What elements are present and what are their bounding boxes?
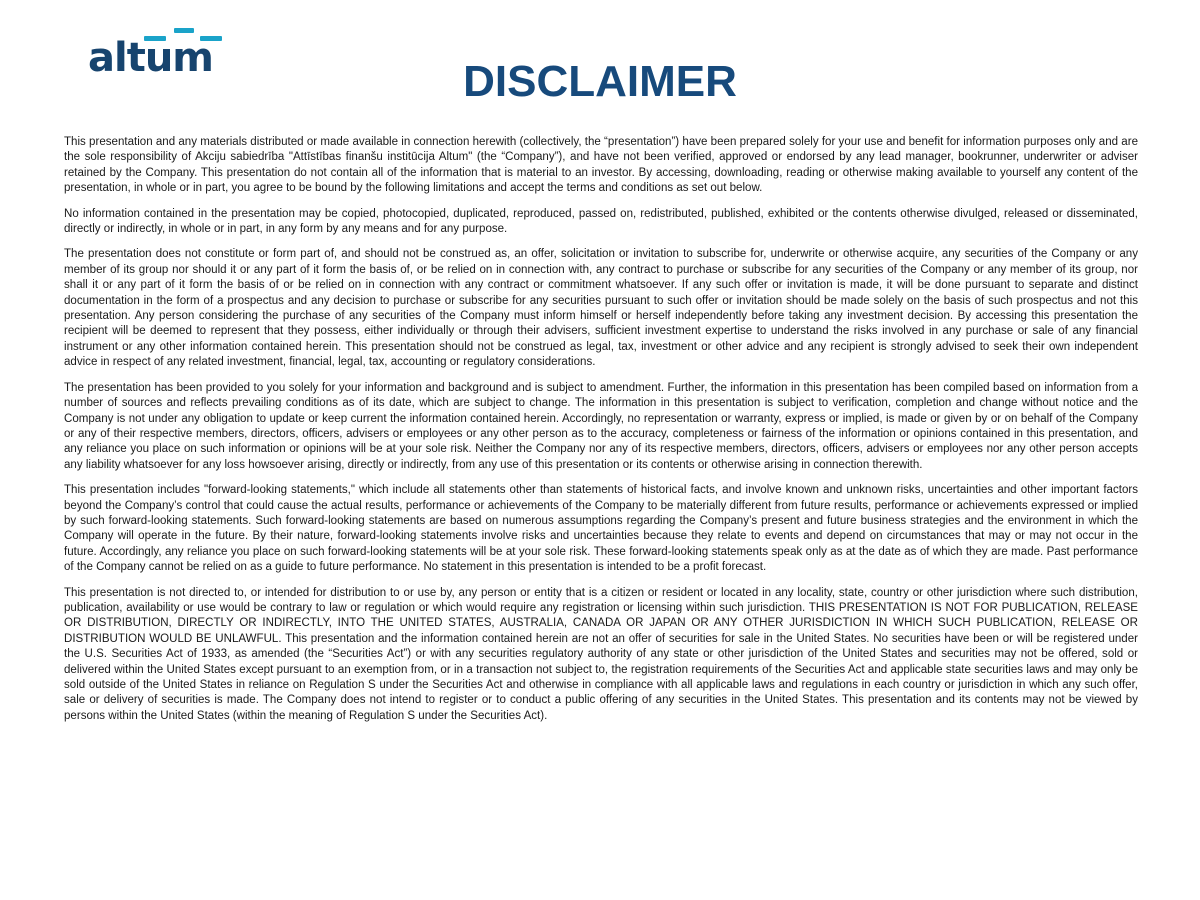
disclaimer-paragraph-4: The presentation has been provided to you solely for your information and background and is subject to amendment. Further, the information in this presentation has been compiled based on information from a number of sources and reflects prevailing conditions as of its date, which are subject to change. The information in this presentation is subject to verification, completion and change without notice and the Company is not under any obligation to update or keep current the information contained herein. Accordingly, no representation or warranty, express or implied, is made or given by or on behalf of the Company or any of their respective members, directors, officers, advisers or employees or any other person as to the accuracy, completeness or fairness of the information or opinions contained in this presentation, and any reliance you place on such information or opinions will be at your sole risk. Neither the Company nor any of its respective members, directors, officers, advisers or employees nor any other person accepts any liability whatsoever for any loss howsoever arising, directly or indirectly, from any use of this presentation or its contents or otherwise arising in connection therewith. bbox=[64, 381, 1138, 471]
logo-bar-middle bbox=[174, 28, 194, 33]
page-title: DISCLAIMER bbox=[463, 57, 737, 106]
logo-wordmark: altum bbox=[88, 35, 213, 81]
disclaimer-paragraph-1: This presentation and any materials distributed or made available in connection herewith (collectively, the “presentation”) have been prepared solely for your use and benefit for information purposes only and are the sole responsibility of Akciju sabiedrība "Attīstības finanšu institūcija Altum" (the “Company”), and have not been verified, approved or endorsed by any lead manager, bookrunner, underwriter or adviser retained by the Company. This presentation do not contain all of the information that is material to an investor. By accessing, downloading, reading or otherwise making available to yourself any content of the presentation, in whole or in part, you agree to be bound by the following limitations and accept the terms and conditions as set out below. bbox=[64, 136, 1138, 195]
disclaimer-body bbox=[64, 135, 1138, 734]
disclaimer-paragraph-5: This presentation includes "forward-looking statements," which include all statements other than statements of historical facts, and involve known and unknown risks, uncertainties and other important factors beyond the Company’s control that could cause the actual results, performance or achievements of the Company to be materially different from future results, performance or achievements expressed or implied by such forward-looking statements. Such forward-looking statements are based on numerous assumptions regarding the Company’s present and future business strategies and the environment in which the Company will operate in the future. By their nature, forward-looking statements involve risks and uncertainties because they relate to events and depend on circumstances that may or may not occur in the future. Accordingly, any reliance you place on such forward-looking statements will be at your sole risk. These forward-looking statements speak only as at the date as of which they are made. Past performance of the Company cannot be relied on as a guide to future performance. No statement in this presentation is intended to be a profit forecast. bbox=[64, 484, 1138, 574]
disclaimer-paragraph-6: This presentation is not directed to, or intended for distribution to or use by, any person or entity that is a citizen or resident or located in any locality, state, country or other jurisdiction where such distribution, publication, availability or use would be contrary to law or regulation or which would require any registration or licensing within such jurisdiction. THIS PRESENTATION IS NOT FOR PUBLICATION, RELEASE OR DISTRIBUTION, DIRECTLY OR INDIRECTLY, INTO THE UNITED STATES, AUSTRALIA, CANADA OR JAPAN OR ANY OTHER JURISDICTION IN WHICH SUCH PUBLICATION, RELEASE OR DISTRIBUTION WOULD BE UNLAWFUL. This presentation and the information contained herein are not an offer of securities for sale in the United States. No securities have been or will be registered under the U.S. Securities Act of 1933, as amended (the “Securities Act”) or with any securities regulatory authority of any state or other jurisdiction of the United States and securities may not be offered, sold or delivered within the United States except pursuant to an exemption from, or in a transaction not subject to, the registration requirements of the Securities Act and applicable state securities laws and may only be sold outside of the United States in reliance on Regulation S under the Securities Act and otherwise in compliance with all applicable laws and regulations in each country or jurisdiction in which any such offer, sale or delivery of securities is made. The Company does not intend to register or to conduct a public offering of any securities in the United States. This presentation and its contents may not be viewed by persons within the United States (within the meaning of Regulation S under the Securities Act). bbox=[64, 586, 1138, 722]
disclaimer-paragraph-2: No information contained in the presentation may be copied, photocopied, duplicated, reproduced, passed on, redistributed, published, exhibited or the contents otherwise divulged, released or disseminated, directly or indirectly, in whole or in part, in any form by any means and for any purpose. bbox=[64, 207, 1138, 236]
disclaimer-paragraph-3: The presentation does not constitute or form part of, and should not be construed as, an offer, solicitation or invitation to subscribe for, underwrite or otherwise acquire, any securities of the Company or any member of its group nor should it or any part of it form the basis of, or be relied on in connection with, any contract to purchase or subscribe for any securities of the Company or any member of its group, nor shall it or any part of it form the basis of or be relied on in connection with any contract or commitment whatsoever. If any such offer or invitation is made, it will be done pursuant to separate and distinct documentation in the form of a prospectus and any decision to purchase or subscribe for any securities pursuant to such offer or invitation should be made solely on the basis of such prospectus and not this presentation. Any person considering the purchase of any securities of the Company must inform himself or herself independently before taking any investment decision. By accessing this presentation the recipient will be deemed to represent that they possess, either individually or through their advisers, sufficient investment expertise to understand the risks involved in any purchase or sale of any financial instrument or any other information contained herein. This presentation should not be construed as legal, tax, investment or other advice and any recipient is strongly advised to seek their own independent advice in respect of any related investment, financial, legal, tax, accounting or regulatory considerations. bbox=[64, 248, 1138, 369]
